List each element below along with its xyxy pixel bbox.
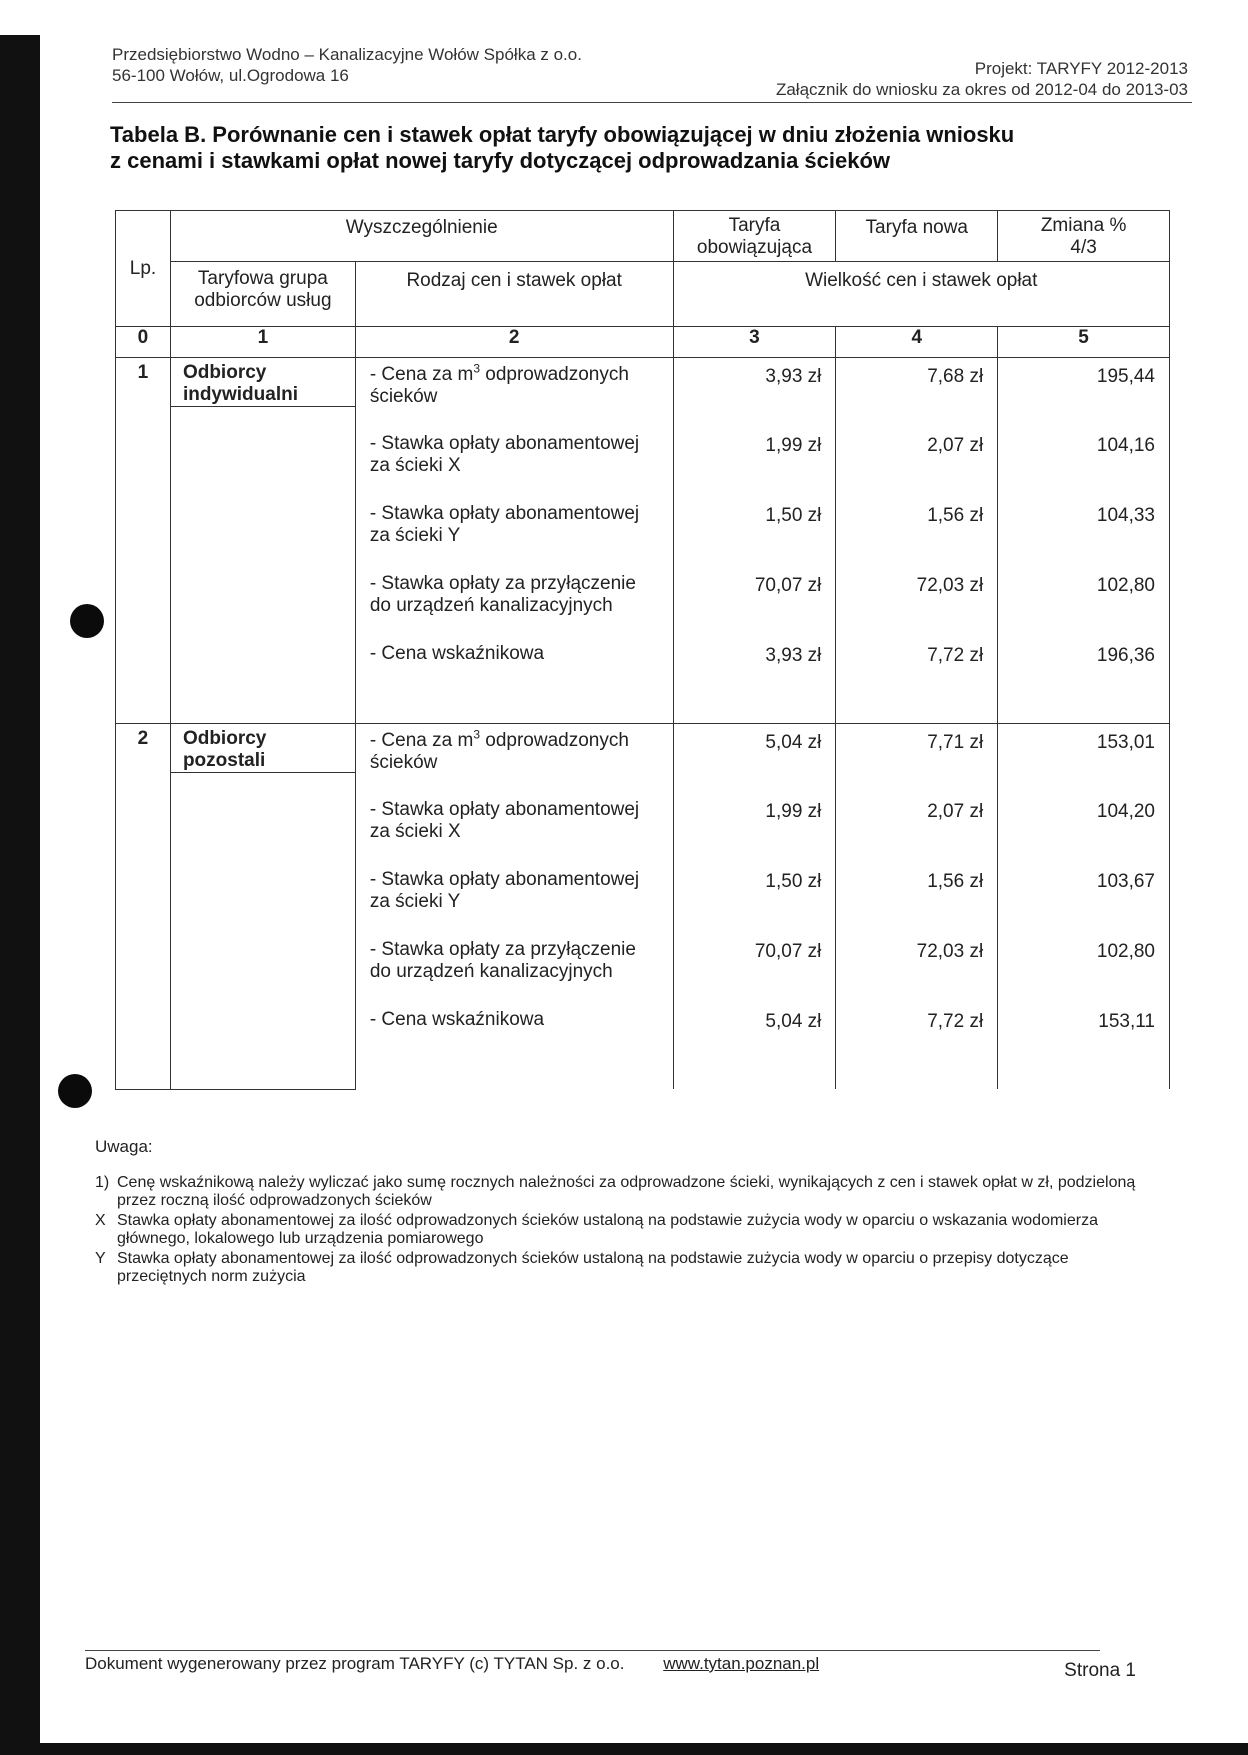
column-number: 2 [355, 327, 673, 358]
current-tariff-value: 1,50 zł [673, 497, 836, 567]
note-mark: 1) [95, 1174, 110, 1191]
change-percent-value: 153,11 [998, 1003, 1170, 1089]
change-percent-value: 104,16 [998, 427, 1170, 497]
project-name: Projekt: TARYFY 2012-2013 [974, 59, 1188, 78]
note-mark: X [95, 1212, 106, 1229]
header-lp: Lp. [116, 211, 171, 327]
punch-hole [70, 604, 104, 638]
fee-type-superscript: 3 [473, 361, 480, 376]
fee-type-text: za ścieki X [369, 455, 461, 476]
change-percent-value: 195,44 [998, 358, 1170, 428]
recipient-group-line: Odbiorcy [182, 362, 267, 383]
fee-type-text: za ścieki Y [369, 891, 461, 912]
fee-type-cell [355, 793, 673, 863]
column-number: 4 [836, 327, 998, 358]
column-number: 3 [673, 327, 836, 358]
current-tariff-value: 5,04 zł [673, 1003, 836, 1089]
fee-type-cell [355, 724, 673, 794]
fee-type-text: za ścieki X [369, 821, 461, 842]
fee-type-text: - Stawka opłaty abonamentowej [369, 869, 640, 890]
row-lp: 2 [116, 724, 171, 1090]
current-tariff-value: 1,50 zł [673, 863, 836, 933]
company-header [112, 44, 582, 86]
notes-section [95, 1138, 1155, 1288]
scan-edge-left [0, 35, 40, 1755]
note-text: Stawka opłaty abonamentowej za ilość odprowadzonych ścieków ustaloną na podstawie zużycia wody w oparciu o przepisy dotyczące przeciętnych norm zużycia [117, 1250, 1069, 1285]
new-tariff-value: 2,07 zł [836, 793, 998, 863]
current-tariff-value: 1,99 zł [673, 793, 836, 863]
fee-type-cell [355, 567, 673, 637]
note-text: Stawka opłaty abonamentowej za ilość odprowadzonych ścieków ustaloną na podstawie zużycia wody w oparciu o wskazania wodomierza głównego, lokalowego lub urządzenia pomiarowego [117, 1212, 1098, 1247]
header-row [116, 262, 1170, 327]
new-tariff-value: 72,03 zł [836, 933, 998, 1003]
current-tariff-value: 70,07 zł [673, 933, 836, 1003]
current-tariff-value: 3,93 zł [673, 358, 836, 428]
fee-type-text: - Stawka opłaty abonamentowej [369, 433, 640, 454]
column-number-row [116, 327, 1170, 358]
new-tariff-value: 7,72 zł [836, 1003, 998, 1089]
row-lp: 1 [116, 358, 171, 724]
fee-type-text: - Cena za m [369, 364, 474, 385]
new-tariff-value: 1,56 zł [836, 497, 998, 567]
fee-type-cell [355, 497, 673, 567]
company-address: 56-100 Wołów, ul.Ogrodowa 16 [112, 66, 349, 85]
fee-type-text: do urządzeń kanalizacyjnych [369, 961, 613, 982]
fee-type-cell [355, 358, 673, 428]
current-tariff-value: 5,04 zł [673, 724, 836, 794]
company-name: Przedsiębiorstwo Wodno – Kanalizacyjne Wołów Spółka z o.o. [112, 45, 582, 64]
recipient-group-line: pozostali [182, 750, 266, 771]
fee-type-text: - Stawka opłaty za przyłączenie [369, 573, 636, 594]
column-number: 1 [170, 327, 355, 358]
new-tariff-value: 72,03 zł [836, 567, 998, 637]
recipient-group-cell [170, 358, 355, 724]
fee-type-text: odprowadzonych [480, 364, 629, 385]
footer-text: Dokument wygenerowany przez program TARYFY (c) TYTAN Sp. z o.o. [85, 1654, 625, 1673]
change-percent-value: 104,20 [998, 793, 1170, 863]
column-number: 5 [998, 327, 1170, 358]
change-percent-value: 102,80 [998, 567, 1170, 637]
column-number: 0 [116, 327, 171, 358]
change-percent-value: 102,80 [998, 933, 1170, 1003]
header-new-tariff: Taryfa nowa [836, 211, 998, 262]
fee-type-text: ścieków [369, 386, 438, 407]
recipient-group-cell [170, 724, 355, 1090]
new-tariff-value: 1,56 zł [836, 863, 998, 933]
fee-type-cell [355, 933, 673, 1003]
change-percent-value: 104,33 [998, 497, 1170, 567]
header-change-formula: 4/3 [1070, 237, 1097, 258]
change-percent-value: 103,67 [998, 863, 1170, 933]
header-current-tariff: Taryfa obowiązująca [673, 211, 836, 262]
fee-type-text: odprowadzonych [480, 730, 629, 751]
fee-type-text: za ścieki Y [369, 525, 461, 546]
recipient-group-line: Odbiorcy [182, 728, 267, 749]
fee-type-cell [355, 863, 673, 933]
new-tariff-value: 7,71 zł [836, 724, 998, 794]
recipient-group [171, 358, 355, 407]
new-tariff-value: 7,68 zł [836, 358, 998, 428]
change-percent-value: 196,36 [998, 637, 1170, 724]
table-body [116, 358, 1170, 1090]
footer-link[interactable]: www.tytan.poznan.pl [663, 1654, 820, 1673]
notes-label: Uwaga: [95, 1137, 153, 1156]
fee-type-text: - Stawka opłaty za przyłączenie [369, 939, 636, 960]
fee-type-text: - Stawka opłaty abonamentowej [369, 799, 640, 820]
new-tariff-value: 2,07 zł [836, 427, 998, 497]
page-title [110, 122, 1150, 174]
project-header [776, 58, 1188, 100]
fee-type-cell [355, 1003, 673, 1089]
fee-type-text: - Cena wskaźnikowa [369, 643, 545, 664]
header-group: Taryfowa grupa odbiorców usług [170, 262, 355, 327]
tariff-comparison-table [115, 210, 1170, 1090]
recipient-group-line: indywidualni [182, 384, 298, 405]
fee-type-text: - Cena za m [369, 730, 474, 751]
fee-type-cell [355, 637, 673, 724]
scan-edge-bottom [0, 1743, 1248, 1755]
change-percent-value: 153,01 [998, 724, 1170, 794]
title-line-2: z cenami i stawkami opłat nowej taryfy dotyczącej odprowadzania ścieków [110, 148, 891, 173]
note-text: Cenę wskaźnikową należy wyliczać jako sumę rocznych należności za odprowadzone ścieki, wynikających z cen i stawek opłat w zł, podzieloną przez roczną ilość odprowadzonych ścieków [117, 1174, 1136, 1209]
fee-type-text: do urządzeń kanalizacyjnych [369, 595, 613, 616]
header-divider [112, 102, 1192, 103]
fee-type-superscript: 3 [473, 727, 480, 742]
header-specification: Wyszczególnienie [170, 211, 673, 262]
note-item [95, 1174, 1155, 1210]
fee-type-text: ścieków [369, 752, 438, 773]
punch-hole [58, 1074, 92, 1108]
header-size: Wielkość cen i stawek opłat [673, 262, 1170, 327]
header-change [998, 211, 1170, 262]
note-item [95, 1250, 1155, 1286]
fee-type-cell [355, 427, 673, 497]
attachment-period: Załącznik do wniosku za okres od 2012-04 do 2013-03 [775, 80, 1188, 99]
fee-type-text: - Stawka opłaty abonamentowej [369, 503, 640, 524]
header-row [116, 211, 1170, 262]
current-tariff-value: 70,07 zł [673, 567, 836, 637]
fee-type-text: - Cena wskaźnikowa [369, 1009, 545, 1030]
page-number: Strona 1 [1064, 1660, 1136, 1681]
new-tariff-value: 7,72 zł [836, 637, 998, 724]
table-row [116, 358, 1170, 428]
table-row [116, 724, 1170, 794]
recipient-group [171, 724, 355, 773]
note-mark: Y [95, 1250, 106, 1267]
footer [85, 1654, 819, 1674]
header-type: Rodzaj cen i stawek opłat [355, 262, 673, 327]
header-change-label: Zmiana % [1040, 215, 1127, 236]
title-line-1: Tabela B. Porównanie cen i stawek opłat taryfy obowiązującej w dniu złożenia wniosku [110, 122, 1015, 147]
current-tariff-value: 1,99 zł [673, 427, 836, 497]
current-tariff-value: 3,93 zł [673, 637, 836, 724]
footer-divider [85, 1650, 1100, 1651]
note-item [95, 1212, 1155, 1248]
